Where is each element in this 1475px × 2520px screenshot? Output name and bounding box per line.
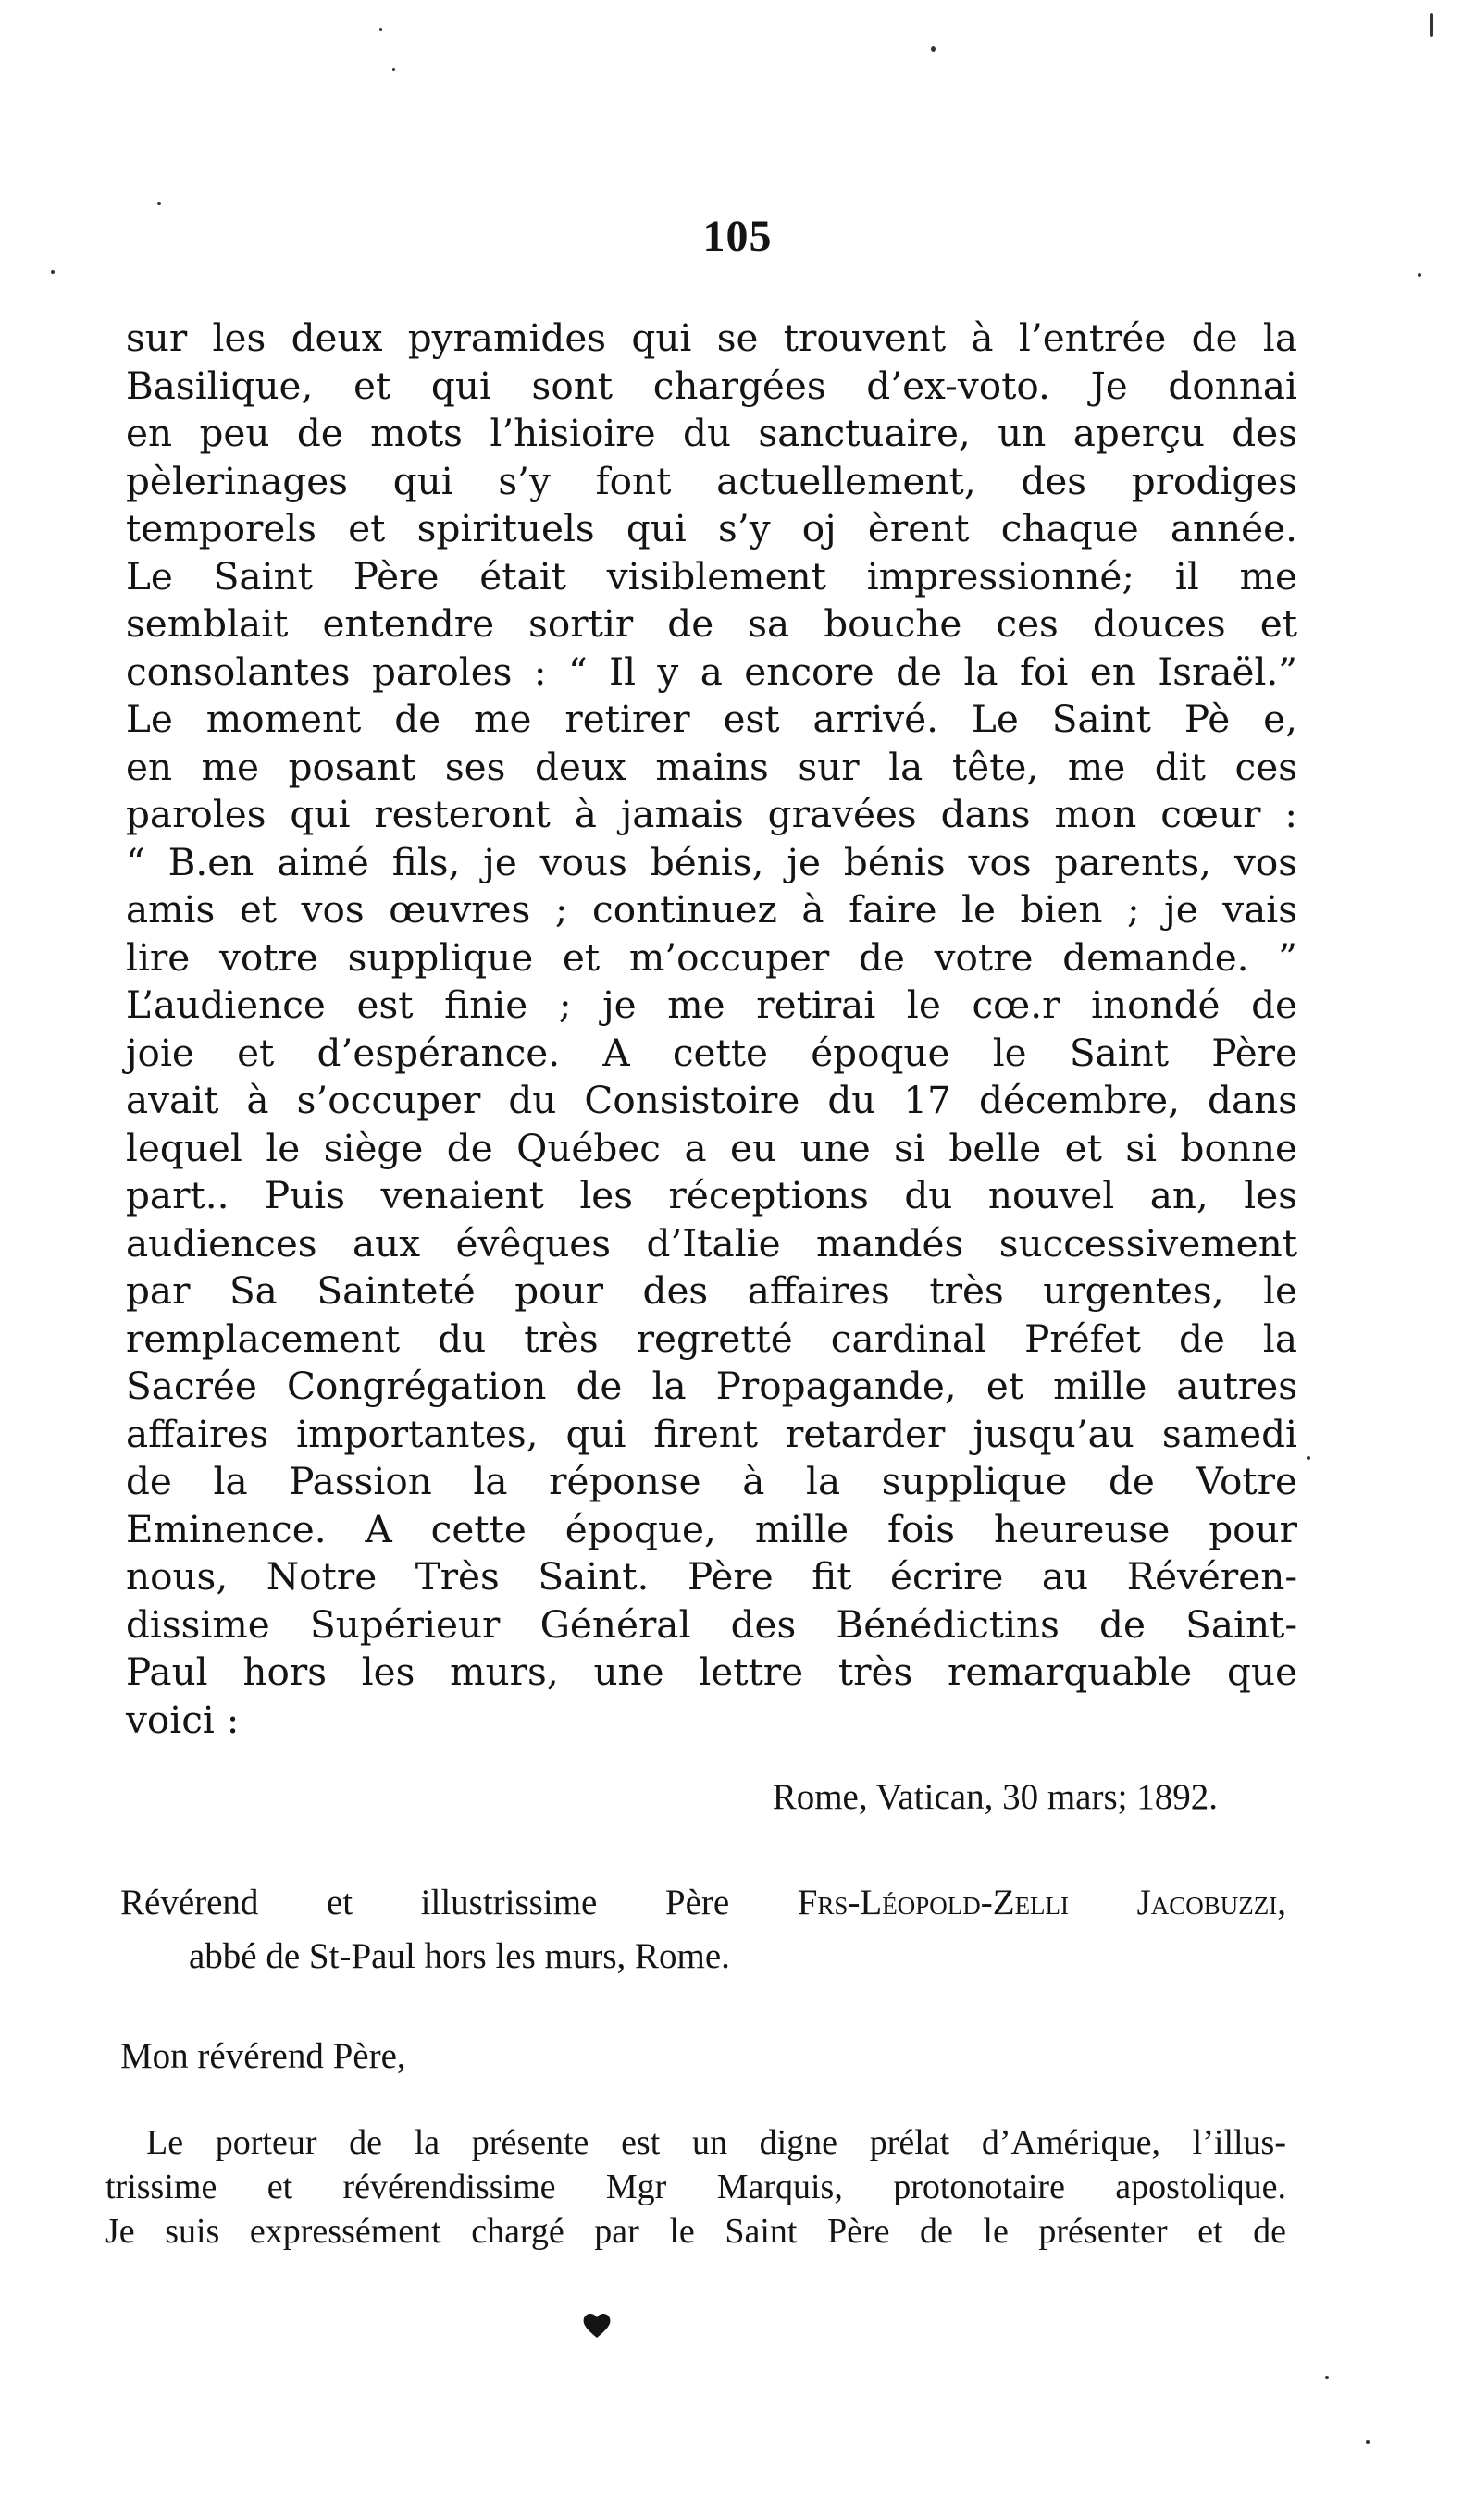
body-line: audiences aux évêques d’Italie mandés successivement: [126, 1220, 1297, 1266]
body-line: semblait entendre sortir de sa bouche ces douces et: [126, 601, 1297, 646]
body-line: Le Saint Père était visiblement impressionné; il me: [126, 553, 1297, 599]
print-speck: [1418, 273, 1421, 277]
body-line: Le moment de me retirer est arrivé. Le Saint Pè e,: [126, 697, 1297, 741]
body-line: paroles qui resteront à jamais gravées dans mon cœur :: [126, 792, 1297, 836]
body-line: temporels et spirituels qui s’y oj èrent chaque année.: [126, 506, 1297, 550]
body-line: avait à s’occuper du Consistoire du 17 décembre, dans: [126, 1078, 1297, 1122]
print-speck: [1307, 1456, 1310, 1460]
print-speck: [1430, 13, 1433, 37]
letter-addressee: [120, 1876, 1286, 1983]
ornament-icon: [581, 2311, 613, 2339]
body-line: de la Passion la réponse à la supplique de Votre: [126, 1459, 1297, 1503]
addressee-line: abbé de St-Paul hors les murs, Rome.: [189, 1936, 730, 1976]
letter-line: trissime et révérendissime Mgr Marquis, protonotaire apostolique.: [105, 2168, 1286, 2206]
body-line: “ B.en aimé fils, je vous bénis, je bénis vos parents, vos: [126, 839, 1297, 884]
print-speck: [392, 68, 395, 71]
body-line: dissime Supérieur Général des Bénédictins de Saint-: [126, 1601, 1297, 1647]
body-line: Eminence. A cette époque, mille fois heureuse pour: [126, 1506, 1297, 1551]
print-speck: [379, 28, 382, 31]
letter-line: Le porteur de la présente est un digne prélat d’Amérique, l’illus-: [146, 2123, 1286, 2162]
addressee-name: Frs-Léopold-Zelli Jacobuzzi,: [797, 1883, 1286, 1922]
body-line: Sacrée Congrégation de la Propagande, et mille autres: [126, 1364, 1297, 1408]
body-text: [126, 315, 1297, 1744]
letter-dateline: Rome, Vatican, 30 mars; 1892.: [772, 1777, 1218, 1817]
body-line: sur les deux pyramides qui se trouvent à l’entrée de la: [126, 315, 1297, 360]
body-line: consolantes paroles : “ Il y a encore de la foi en Israël.”: [126, 649, 1297, 694]
print-speck: [51, 270, 55, 274]
body-line: pèlerinages qui s’y font actuellement, des prodiges: [126, 458, 1297, 503]
letter-body: [105, 2120, 1286, 2254]
body-line: affaires importantes, qui firent retarder jusqu’au samedi: [126, 1411, 1297, 1456]
print-speck: [1366, 2440, 1370, 2444]
body-line: en peu de mots l’hisioire du sanctuaire, un aperçu des: [126, 411, 1297, 455]
addressee-line: [120, 1876, 1286, 1930]
body-line: Basilique, et qui sont chargées d’ex-voto. Je donnai: [126, 363, 1297, 408]
addressee-title: Révérend et illustrissime Père: [120, 1883, 730, 1922]
body-line: lequel le siège de Québec a eu une si belle et si bonne: [126, 1125, 1297, 1170]
body-line: L’audience est finie ; je me retirai le cœ.r inondé de: [126, 982, 1297, 1027]
print-speck: [1325, 2376, 1329, 2379]
body-line: joie et d’espérance. A cette époque le Saint Père: [126, 1030, 1297, 1075]
body-line: part.. Puis venaient les réceptions du nouvel an, les: [126, 1173, 1297, 1217]
page-number: 105: [702, 212, 773, 261]
body-line: nous, Notre Très Saint. Père fit écrire au Révéren-: [126, 1554, 1297, 1599]
body-line: amis et vos œuvres ; continuez à faire le bien ; je vais: [126, 887, 1297, 932]
body-line: lire votre supplique et m’occuper de votre demande. ”: [126, 934, 1297, 980]
body-line: remplacement du très regretté cardinal Préfet de la: [126, 1316, 1297, 1361]
body-line: Paul hors les murs, une lettre très remarquable que: [126, 1649, 1297, 1694]
letter-line: Je suis expressément chargé par le Saint Père de le présenter et de: [105, 2212, 1286, 2251]
body-line: voici :: [126, 1697, 240, 1742]
letter-salutation: Mon révérend Père,: [120, 2036, 406, 2076]
print-speck: [157, 202, 161, 205]
body-line: en me posant ses deux mains sur la tête, me dit ces: [126, 744, 1297, 789]
print-speck: [931, 46, 936, 52]
body-line: par Sa Sainteté pour des affaires très urgentes, le: [126, 1268, 1297, 1313]
